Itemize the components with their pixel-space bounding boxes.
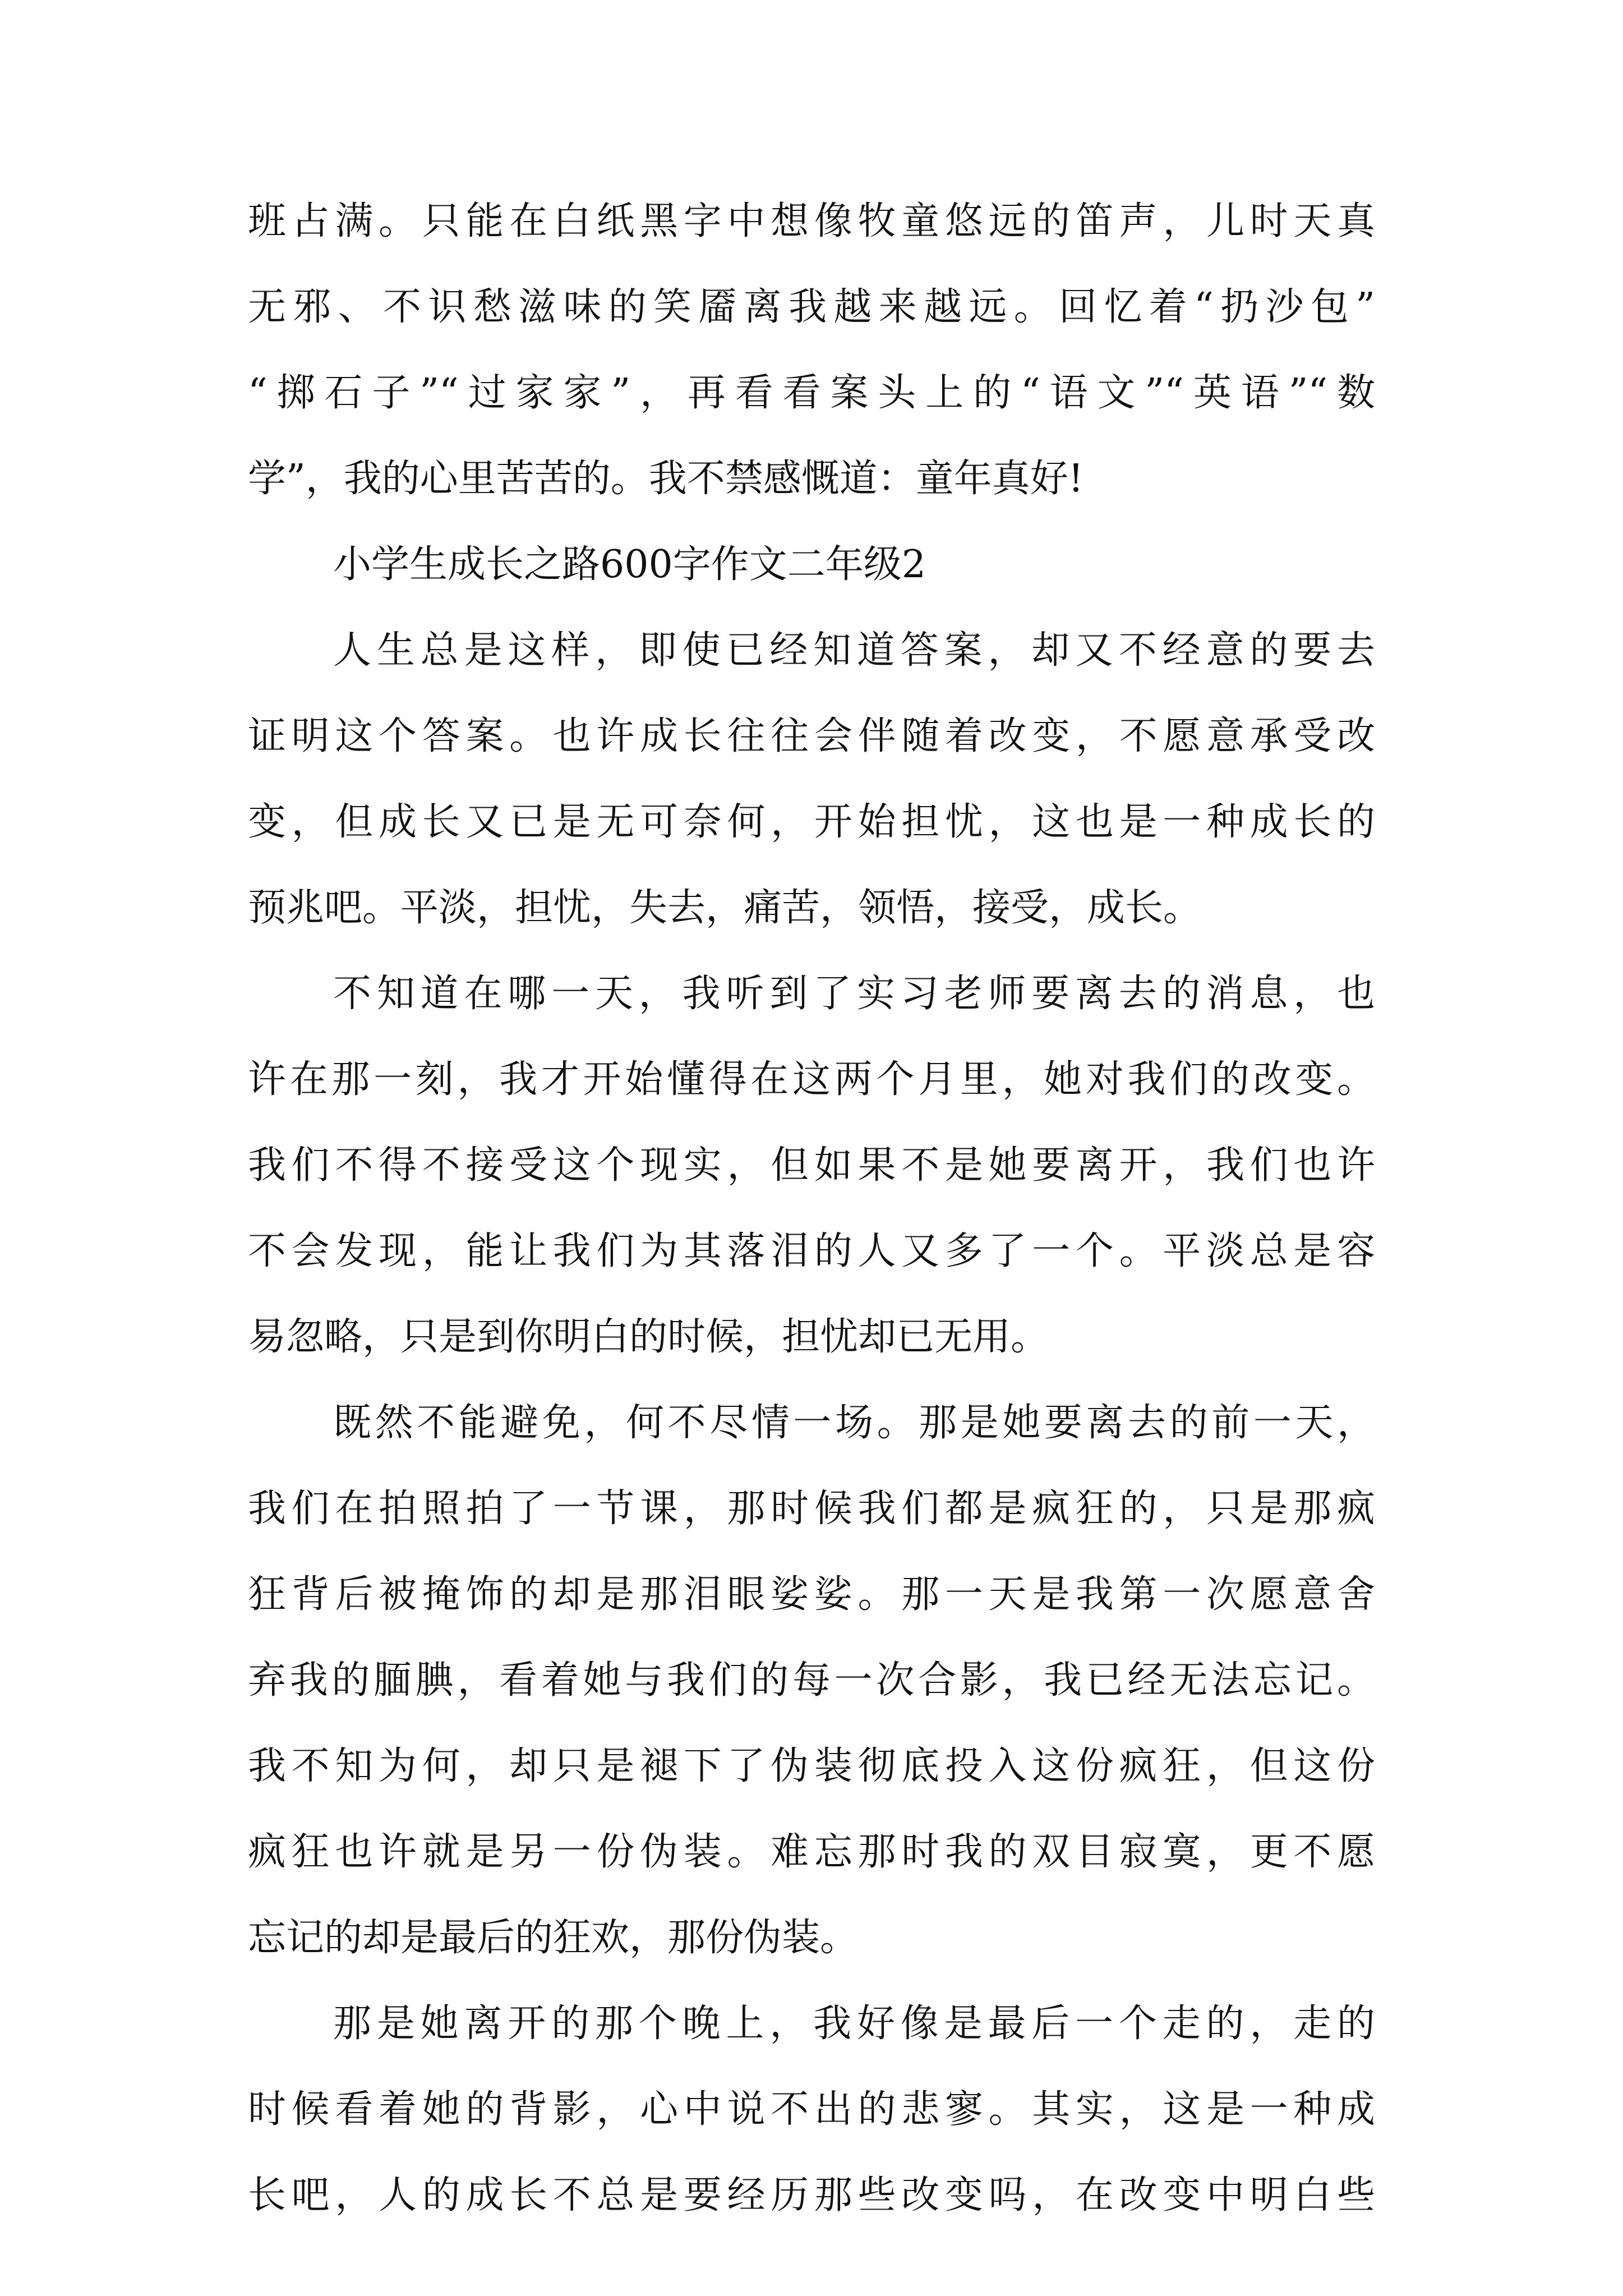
paragraph-first-line: 既然不能避免，何不尽情一场。那是她要离去的前一天， xyxy=(333,1401,1375,1445)
text-line: 疯狂也许就是另一份伪装。难忘那时我的双目寂寞，更不愿 xyxy=(248,1830,1375,1874)
text-line: 狂背后被掩饰的却是那泪眼娑娑。那一天是我第一次愿意舍 xyxy=(248,1572,1375,1617)
text-line: 许在那一刻，我才开始懂得在这两个月里，她对我们的改变。 xyxy=(248,1057,1375,1102)
section-heading: 小学生成长之路600字作文二年级2 xyxy=(333,542,926,587)
text-line: 学”，我的心里苦苦的。我不禁感慨道：童年真好! xyxy=(248,457,1084,501)
text-line: 忘记的却是最后的狂欢，那份伪装。 xyxy=(248,1916,859,1960)
paragraph-first-line: 不知道在哪一天，我听到了实习老师要离去的消息，也 xyxy=(333,972,1375,1016)
text-line: “掷石子”“过家家”，再看看案头上的“语文”“英语”“数 xyxy=(248,371,1375,415)
text-line: 我们不得不接受这个现实，但如果不是她要离开，我们也许 xyxy=(248,1143,1375,1188)
text-line: 班占满。只能在白纸黑字中想像牧童悠远的笛声，儿时天真 xyxy=(248,199,1375,243)
text-line: 无邪、不识愁滋味的笑靥离我越来越远。回忆着“扔沙包” xyxy=(248,285,1375,329)
text-line: 预兆吧。平淡，担忧，失去，痛苦，领悟，接受，成长。 xyxy=(248,886,1202,930)
text-line: 时候看着她的背影，心中说不出的悲寥。其实，这是一种成 xyxy=(248,2087,1375,2132)
text-line: 弃我的腼腆，看着她与我们的每一次合影，我已经无法忘记。 xyxy=(248,1658,1375,1703)
text-line: 我不知为何，却只是褪下了伪装彻底投入这份疯狂，但这份 xyxy=(248,1744,1375,1788)
text-line: 变，但成长又已是无可奈何，开始担忧，这也是一种成长的 xyxy=(248,800,1375,844)
paragraph-first-line: 那是她离开的那个晚上，我好像是最后一个走的，走的 xyxy=(333,2001,1375,2046)
text-line: 不会发现，能让我们为其落泪的人又多了一个。平淡总是容 xyxy=(248,1229,1375,1273)
text-line: 长吧，人的成长不总是要经历那些改变吗，在改变中明白些 xyxy=(248,2173,1375,2217)
text-line: 证明这个答案。也许成长往往会伴随着改变，不愿意承受改 xyxy=(248,714,1375,758)
text-line: 易忽略，只是到你明白的时候，担忧却已无用。 xyxy=(248,1315,1049,1359)
paragraph-first-line: 人生总是这样，即使已经知道答案，却又不经意的要去 xyxy=(333,628,1375,673)
text-line: 我们在拍照拍了一节课，那时候我们都是疯狂的，只是那疯 xyxy=(248,1487,1375,1531)
